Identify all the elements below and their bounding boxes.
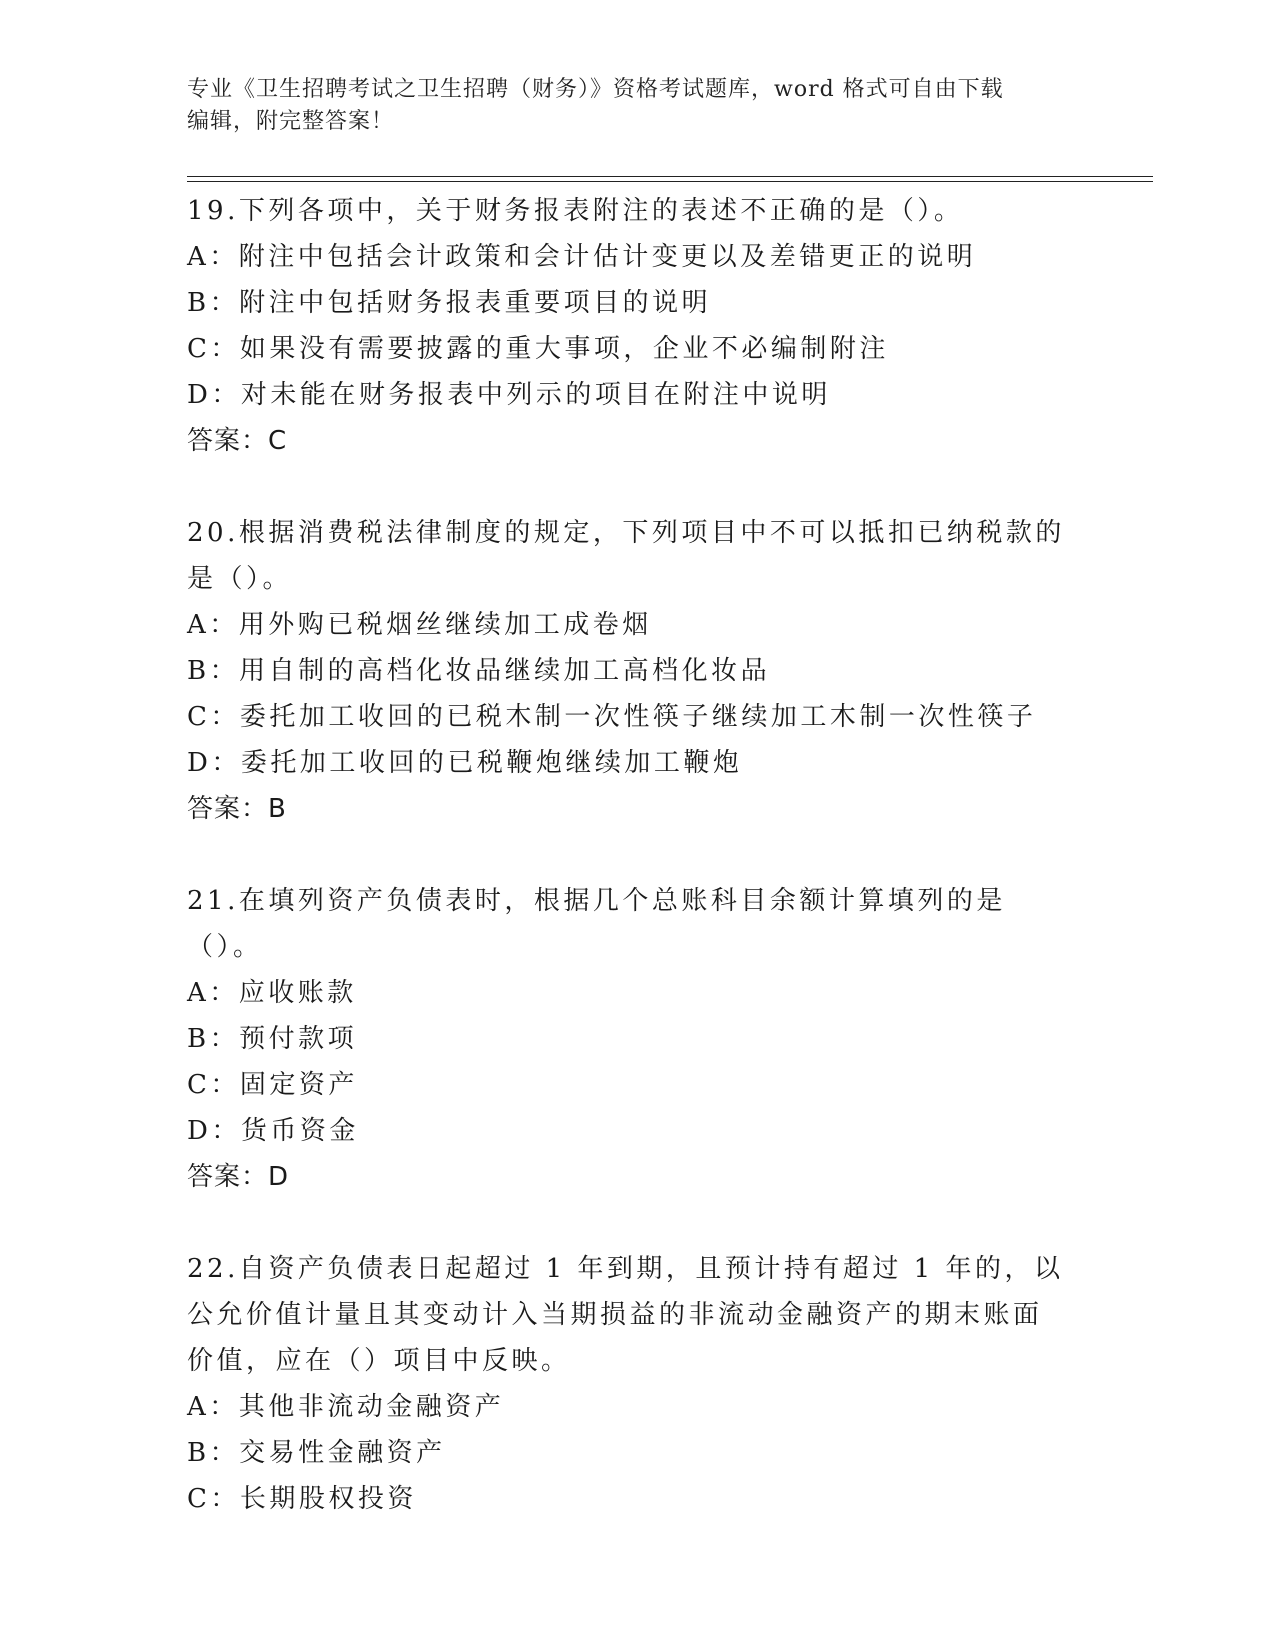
question-stem: 20.根据消费税法律制度的规定，下列项目中不可以抵扣已纳税款的是（）。	[187, 518, 1065, 594]
question-stem: 19.下列各项中，关于财务报表附注的表述不正确的是（）。	[187, 196, 964, 226]
document-header	[187, 74, 1067, 138]
header-divider-bottom	[187, 181, 1153, 182]
question-stem: 21.在填列资产负债表时，根据几个总账科目余额计算填列的是（）。	[187, 886, 1006, 962]
option-c: C：固定资产	[187, 1070, 358, 1100]
option-a: A：其他非流动金融资产	[187, 1392, 505, 1422]
option-a: A：应收账款	[187, 978, 357, 1008]
question-19	[187, 188, 1067, 464]
answer-label: 答案：B	[187, 794, 287, 824]
header-line-1: 专业《卫生招聘考试之卫生招聘（财务）》资格考试题库，word 格式可自由下载	[187, 77, 1004, 102]
question-list	[187, 188, 1067, 1568]
option-b: B：用自制的高档化妆品继续加工高档化妆品	[187, 656, 771, 686]
answer-label: 答案：D	[187, 1162, 290, 1192]
option-c: C：如果没有需要披露的重大事项，企业不必编制附注	[187, 334, 889, 364]
option-a: A：用外购已税烟丝继续加工成卷烟	[187, 610, 652, 640]
option-d: D：对未能在财务报表中列示的项目在附注中说明	[187, 380, 831, 410]
option-c: C：长期股权投资	[187, 1484, 417, 1514]
option-c: C：委托加工收回的已税木制一次性筷子继续加工木制一次性筷子	[187, 702, 1037, 732]
option-a: A：附注中包括会计政策和会计估计变更以及差错更正的说明	[187, 242, 977, 272]
question-20	[187, 510, 1067, 832]
option-b: B：交易性金融资产	[187, 1438, 446, 1468]
option-d: D：委托加工收回的已税鞭炮继续加工鞭炮	[187, 748, 743, 778]
question-22	[187, 1246, 1067, 1522]
option-d: D：货币资金	[187, 1116, 359, 1146]
option-b: B：预付款项	[187, 1024, 358, 1054]
option-b: B：附注中包括财务报表重要项目的说明	[187, 288, 712, 318]
header-divider-top	[187, 176, 1153, 177]
question-21	[187, 878, 1067, 1200]
answer-label: 答案：C	[187, 426, 288, 456]
question-stem: 22.自资产负债表日起超过 1 年到期，且预计持有超过 1 年的，以公允价值计量且其变动计入当期损益的非流动金融资产的期末账面价值，应在（）项目中反映。	[187, 1254, 1064, 1376]
header-line-2: 编辑，附完整答案！	[187, 109, 395, 134]
